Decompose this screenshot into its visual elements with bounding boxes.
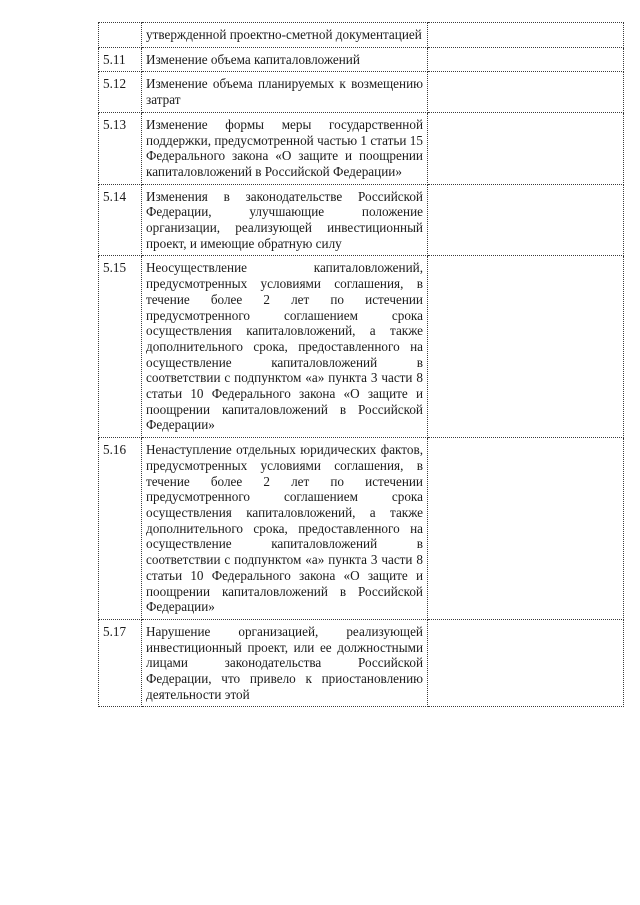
row-number: 5.13 <box>99 112 142 184</box>
row-text: Изменение объема капиталовложений <box>142 47 428 72</box>
table-row <box>99 72 624 112</box>
row-value <box>428 112 624 184</box>
row-number: 5.15 <box>99 256 142 438</box>
row-value <box>428 23 624 48</box>
table-row <box>99 184 624 256</box>
row-number: 5.14 <box>99 184 142 256</box>
row-text: Изменение формы меры государственной поддержки, предусмотренной частью 1 статьи 15 Федерального закона «О защите и поощрении капиталовложений в Российской Федерации» <box>142 112 428 184</box>
row-number <box>99 23 142 48</box>
table-row <box>99 23 624 48</box>
row-text: Изменения в законодательстве Российской Федерации, улучшающие положение организации, реализующей инвестиционный проект, и имеющие обратную силу <box>142 184 428 256</box>
row-number: 5.16 <box>99 438 142 620</box>
row-text: Изменение объема планируемых к возмещению затрат <box>142 72 428 112</box>
row-value <box>428 72 624 112</box>
row-value <box>428 47 624 72</box>
row-number: 5.11 <box>99 47 142 72</box>
row-text: Нарушение организацией, реализующей инвестиционный проект, или ее должностными лицами законодательства Российской Федерации, что привело к приостановлению деятельности этой <box>142 619 428 707</box>
row-value <box>428 619 624 707</box>
table-row <box>99 112 624 184</box>
table-row <box>99 47 624 72</box>
table-row <box>99 619 624 707</box>
row-text: Ненаступление отдельных юридических фактов, предусмотренных условиями соглашения, в течение более 2 лет по истечении предусмотренного соглашением срока осуществления капиталовложений, а также дополнительного срока, предоставленного на осуществление капиталовложений в соответствии с подпунктом «а» пункта 3 части 8 статьи 10 Федерального закона «О защите и поощрении капиталовложений в Российской Федерации» <box>142 438 428 620</box>
row-number: 5.12 <box>99 72 142 112</box>
events-table <box>98 22 624 707</box>
table-row <box>99 438 624 620</box>
row-number: 5.17 <box>99 619 142 707</box>
row-value <box>428 184 624 256</box>
row-value <box>428 256 624 438</box>
row-text: утвержденной проектно-сметной документацией <box>142 23 428 48</box>
row-text: Неосуществление капиталовложений, предусмотренных условиями соглашения, в течение более 2 лет по истечении предусмотренного соглашением срока осуществления капиталовложений, а также дополнительного срока, предоставленного на осуществление капиталовложений в соответствии с подпунктом «а» пункта 3 части 8 статьи 10 Федерального закона «О защите и поощрении капиталовложений в Российской Федерации» <box>142 256 428 438</box>
row-value <box>428 438 624 620</box>
table-row <box>99 256 624 438</box>
